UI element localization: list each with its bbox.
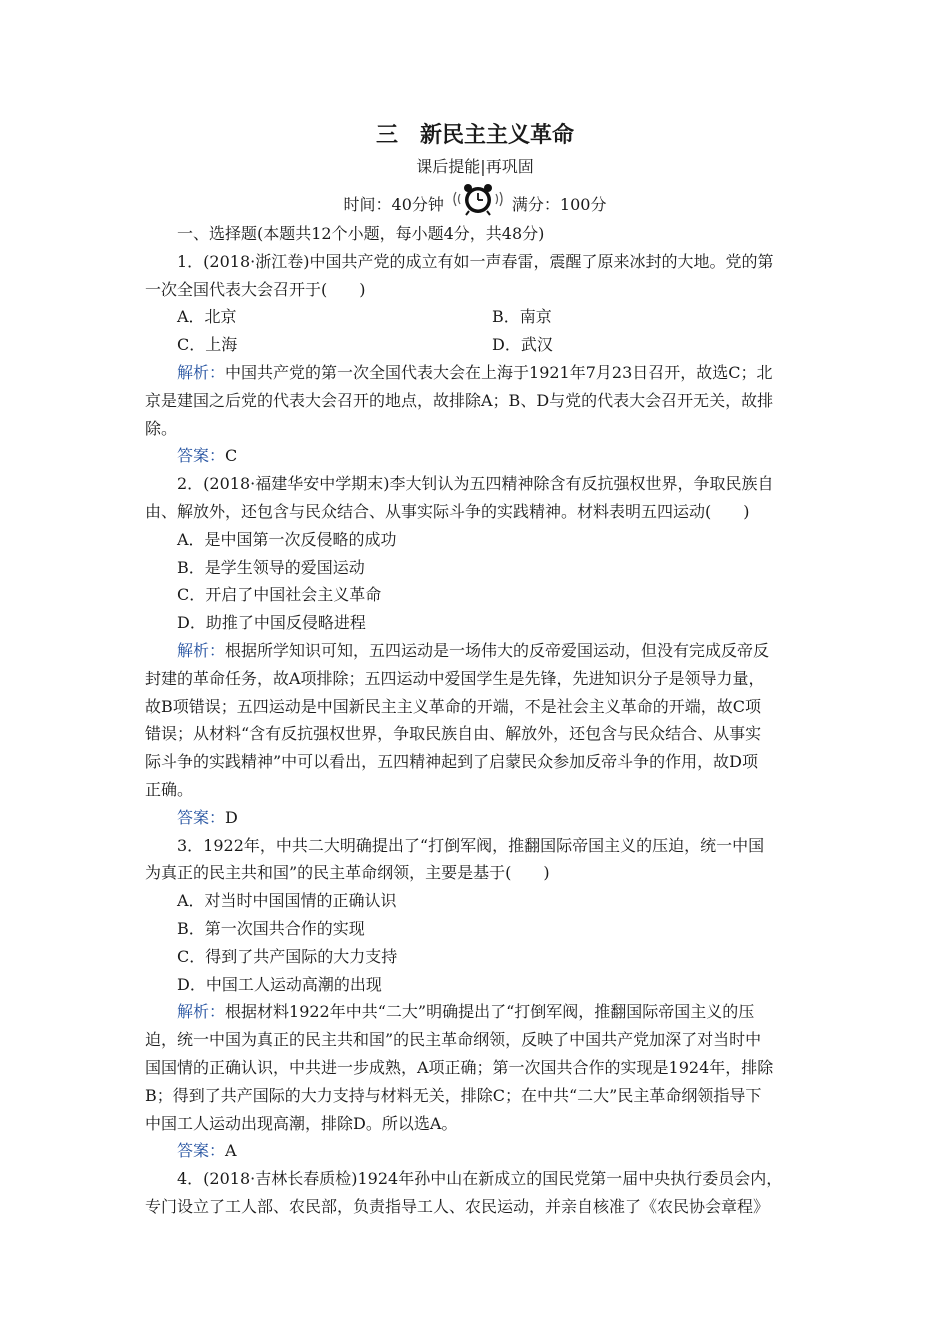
section-heading: 一、选择题(本题共12个小题，每小题4分，共48分) xyxy=(177,224,545,243)
question-1-options-row2 xyxy=(145,331,807,359)
question-2-explanation-line3: 故B项错误；五四运动是中国新民主主义革命的开端，不是社会主义革命的开端，故C项 xyxy=(145,696,762,716)
option-a: A．对当时中国国情的正确认识 xyxy=(177,891,397,911)
option-a: A．是中国第一次反侵略的成功 xyxy=(177,529,397,549)
question-3-explanation-line5: 中国工人运动出现高潮，排除D。所以选A。 xyxy=(145,1113,458,1133)
alarm-clock-icon xyxy=(450,182,506,216)
explanation-label: 解析： xyxy=(177,640,226,660)
question-1-explanation-line3: 除。 xyxy=(145,418,178,438)
question-4-stem-line1: 4．(2018·吉林长春质检)1924年孙中山在新成立的国民党第一届中央执行委员会内， xyxy=(177,1169,783,1189)
time-limit: 时间：40分钟 xyxy=(343,195,444,214)
question-1-options-row1 xyxy=(145,303,807,331)
question-2-explanation-line2: 封建的革命任务，故A项排除；五四运动中爱国学生是先锋，先进知识分子是领导力量， xyxy=(145,668,765,688)
option-a: A．北京 xyxy=(177,307,237,327)
option-c: C．上海 xyxy=(177,335,238,355)
question-2-stem-line1: 2．(2018·福建华安中学期末)李大钊认为五四精神除含有反抗强权世界，争取民族自 xyxy=(177,474,774,494)
question-2-answer: 答案：D xyxy=(177,807,238,827)
option-b: B．是学生领导的爱国运动 xyxy=(177,557,365,577)
page-subtitle: 课后提能|再巩固 xyxy=(416,157,534,176)
question-3-answer: 答案：A xyxy=(177,1141,237,1161)
question-3-stem-line2: 为真正的民主共和国”的民主革命纲领，主要是基于( ) xyxy=(145,863,550,883)
question-1-answer: 答案：C xyxy=(177,446,238,466)
option-c: C．开启了中国社会主义革命 xyxy=(177,585,382,605)
question-2-explanation-line6: 正确。 xyxy=(145,779,194,799)
option-c: C．得到了共产国际的大力支持 xyxy=(177,946,398,966)
answer-label: 答案： xyxy=(177,446,226,466)
option-b: B．南京 xyxy=(492,307,552,327)
question-content xyxy=(145,220,807,1221)
question-1-explanation-line2: 京是建国之后党的代表大会召开的地点，故排除A；B、D与党的代表大会召开无关，故排 xyxy=(145,390,774,410)
explanation-label: 解析： xyxy=(177,1002,226,1022)
option-d: D．武汉 xyxy=(492,335,553,355)
explanation-label: 解析： xyxy=(177,362,226,382)
answer-label: 答案： xyxy=(177,807,226,827)
page-title: 三 新民主主义革命 xyxy=(375,123,574,148)
question-1-explanation: 解析：中国共产党的第一次全国代表大会在上海于1921年7月23日召开，故选C；北 xyxy=(177,362,773,382)
answer-label: 答案： xyxy=(177,1141,226,1161)
question-2-explanation-line4: 错误；从材料“含有反抗强权世界，争取民族自由、解放外，还包含与民众结合、从事实 xyxy=(145,724,762,744)
question-4-stem-line2: 专门设立了工人部、农民部，负责指导工人、农民运动，并亲自核准了《农民协会章程》 xyxy=(145,1196,770,1216)
question-2-explanation: 解析：根据所学知识可知，五四运动是一场伟大的反帝爱国运动，但没有完成反帝反 xyxy=(177,640,770,660)
question-1-stem-line1: 1．(2018·浙江卷)中国共产党的成立有如一声春雷，震醒了原来冰封的大地。党的第 xyxy=(177,251,774,271)
option-d: D．中国工人运动高潮的出现 xyxy=(177,974,382,994)
question-2-explanation-line5: 际斗争的实践精神”中可以看出，五四精神起到了启蒙民众参加反帝斗争的作用，故D项 xyxy=(145,752,759,772)
time-score-line xyxy=(0,188,950,222)
question-3-explanation-line2: 迫，统一中国为真正的民主共和国”的民主革命纲领，反映了中国共产党加深了对当时中 xyxy=(145,1030,762,1050)
question-2-stem-line2: 由、解放外，还包含与民众结合、从事实际斗争的实践精神。材料表明五四运动( ) xyxy=(145,501,750,521)
full-score: 满分：100分 xyxy=(511,195,607,214)
question-3-explanation-line4: B；得到了共产国际的大力支持与材料无关，排除C；在中共“二大”民主革命纲领指导下 xyxy=(145,1085,762,1105)
option-d: D．助推了中国反侵略进程 xyxy=(177,613,366,633)
question-3-explanation-line3: 国国情的正确认识，中共进一步成熟，A项正确；第一次国共合作的实现是1924年，排除 xyxy=(145,1057,774,1077)
question-3-explanation: 解析：根据材料1922年中共“二大”明确提出了“打倒军阀，推翻国际帝国主义的压 xyxy=(177,1002,755,1022)
option-b: B．第一次国共合作的实现 xyxy=(177,918,365,938)
question-3-stem-line1: 3．1922年，中共二大明确提出了“打倒军阀，推翻国际帝国主义的压迫，统一中国 xyxy=(177,835,765,855)
question-1-stem-line2: 一次全国代表大会召开于( ) xyxy=(145,279,366,299)
